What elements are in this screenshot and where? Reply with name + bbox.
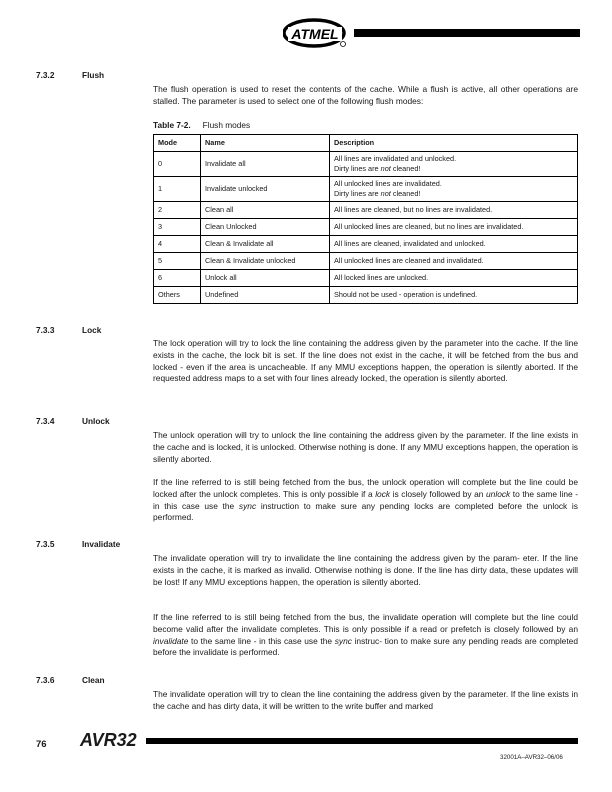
desc-emphasis: not [380, 189, 391, 198]
desc-emphasis: not [380, 164, 391, 173]
text: to the same line - in this case use the [153, 488, 578, 511]
invalidate-paragraph-2 [153, 612, 578, 659]
unlock-paragraph-1: The unlock operation will try to unlock the line containing the address given by the parameter. If the line exists in the cache and is locked, it is unlocked. Otherwise nothing is done. If any MMU exceptions happen, the operation is silently aborted. [153, 430, 578, 464]
cell-name: Clean & Invalidate all [201, 236, 330, 253]
table-row [154, 253, 578, 270]
header-rule [354, 29, 580, 37]
code-term: invalidate [153, 635, 189, 646]
section-title-clean: Clean [82, 675, 105, 685]
text: If the line referred to is still being fetched from the bus, the invalidate operation will complete but the line could become valid after the invalidate completes. This is only possible if a read or prefetch is closely followed by an [153, 612, 578, 634]
logo-text: ATMEL [291, 26, 339, 42]
cell-mode: 2 [154, 202, 201, 219]
table-row [154, 219, 578, 236]
atmel-logo [283, 18, 347, 48]
table-caption [153, 120, 250, 130]
section-title-invalidate: Invalidate [82, 539, 121, 549]
table-label: Table 7-2. [153, 120, 191, 130]
text: instruction to make sure any pending locks are completed before the unlock is performed. [153, 500, 578, 523]
section-number-invalidate: 7.3.5 [36, 539, 55, 549]
cell-name: Unlock all [201, 270, 330, 287]
invalidate-paragraph-1: The invalidate operation will try to invalidate the line containing the address given by the param- eter. If the line exists in the cache, it is marked as invalid. Otherwise nothing is done. If the line has dirty data, these updates will be lost! If any MMU exceptions happen, the operation is silently aborted. [153, 553, 578, 587]
cell-mode: 1 [154, 177, 201, 202]
header-name: Name [201, 135, 330, 152]
section-number-clean: 7.3.6 [36, 675, 55, 685]
section-title-flush: Flush [82, 70, 105, 80]
document-code: 32001A–AVR32–06/06 [500, 754, 563, 761]
desc-text: cleaned! [390, 164, 421, 173]
desc-text: Dirty lines are [334, 164, 381, 173]
table-row [154, 287, 578, 304]
cell-mode: 0 [154, 152, 201, 177]
section-number-lock: 7.3.3 [36, 325, 55, 335]
header-description: Description [330, 135, 578, 152]
desc-text: Dirty lines are [334, 189, 381, 198]
code-term: unlock [486, 488, 511, 499]
table-row [154, 236, 578, 253]
code-term: lock [375, 488, 391, 499]
cell-description: Should not be used - operation is undefined. [330, 287, 578, 304]
cell-description: All lines are cleaned, invalidated and unlocked. [330, 236, 578, 253]
cell-description: All unlocked lines are cleaned and invalidated. [330, 253, 578, 270]
section-title-unlock: Unlock [82, 416, 110, 426]
section-number-flush: 7.3.2 [36, 70, 55, 80]
desc-line-2 [334, 164, 573, 174]
cell-description [330, 177, 578, 202]
desc-text: cleaned! [390, 189, 421, 198]
lock-paragraph: The lock operation will try to lock the line containing the address given by the parameter into the cache. If the line exists in the cache, the lock bit is set. If the line does not exist in the cache, it will be fetched from the bus and locked - even if the area is uncacheable. If any MMU exceptions happen, the operation is silently aborted. If the requested address maps to a set with four lines already locked, the operation is silently aborted. [153, 338, 578, 384]
cell-mode: 3 [154, 219, 201, 236]
cell-description: All locked lines are unlocked. [330, 270, 578, 287]
page-number: 76 [36, 739, 47, 750]
table-row [154, 270, 578, 287]
cell-name: Invalidate unlocked [201, 177, 330, 202]
text: to the same line - in this case use the [188, 635, 335, 646]
cell-name: Clean & Invalidate unlocked [201, 253, 330, 270]
document-name: AVR32 [80, 730, 137, 750]
cell-name: Clean all [201, 202, 330, 219]
clean-paragraph: The invalidate operation will try to clean the line containing the address given by the parameter. If the line exists in the cache and has dirty data, it will be written to the write buffer and marked [153, 689, 578, 711]
cell-mode: 6 [154, 270, 201, 287]
text: instruc- tion to make sure any pending reads are completed before the invalidate is performed. [153, 635, 578, 658]
cell-mode: 4 [154, 236, 201, 253]
cell-mode: 5 [154, 253, 201, 270]
cell-mode: Others [154, 287, 201, 304]
table-header-row [154, 135, 578, 152]
header-mode: Mode [154, 135, 201, 152]
cell-description: All lines are cleaned, but no lines are invalidated. [330, 202, 578, 219]
cell-name: Invalidate all [201, 152, 330, 177]
cell-name: Clean Unlocked [201, 219, 330, 236]
unlock-paragraph-2 [153, 477, 578, 524]
desc-line: All lines are invalidated and unlocked. [334, 154, 457, 163]
table-row [154, 202, 578, 219]
desc-line: All unlocked lines are invalidated. [334, 179, 442, 188]
code-term: sync [334, 635, 352, 646]
table-row [154, 177, 578, 202]
code-term: sync [238, 500, 257, 511]
desc-line-2 [334, 189, 573, 199]
text: If the line referred to is still being fetched from the bus, the unlock operation will complete but the line could be locked after the unlock completes. This is only possible if a [153, 477, 578, 499]
cell-name: Undefined [201, 287, 330, 304]
flush-intro: The flush operation is used to reset the contents of the cache. While a flush is active, all other operations are stalled. The parameter is used to select one of the following flush modes: [153, 84, 578, 106]
flush-modes-table [153, 134, 578, 304]
table-row [154, 152, 578, 177]
footer-rule [146, 738, 578, 744]
cell-description [330, 152, 578, 177]
section-number-unlock: 7.3.4 [36, 416, 55, 426]
cell-description: All unlocked lines are cleaned, but no lines are invalidated. [330, 219, 578, 236]
table-title: Flush modes [202, 120, 251, 130]
section-title-lock: Lock [82, 325, 102, 335]
text: is closely followed by an [390, 488, 487, 499]
